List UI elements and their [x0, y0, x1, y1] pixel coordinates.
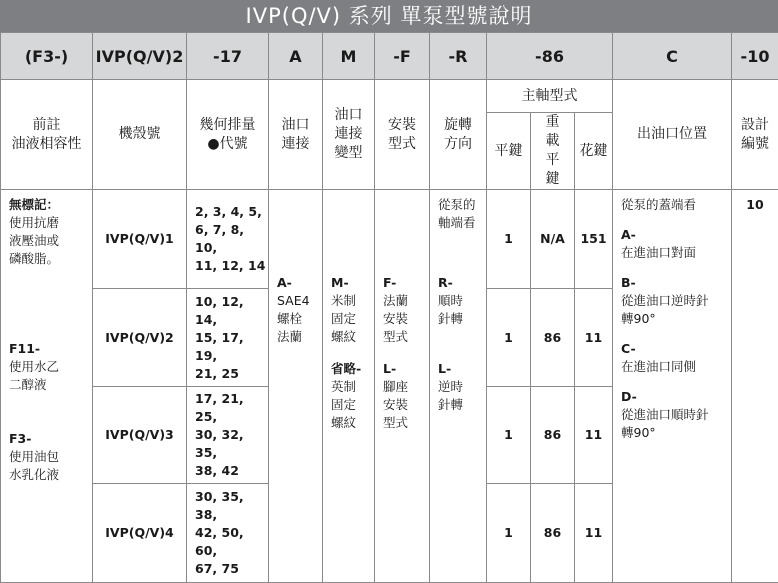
shaft-heavy-key: 重載平鍵: [531, 113, 575, 190]
code-note: (F3-): [1, 33, 93, 80]
outlet-cell: 從泵的蓋端看 A- 在進油口對面 B- 從進油口逆時針 轉90° C- 在進油口同側 D- 從進油口順時針 轉90°: [613, 190, 732, 583]
header-port-variant: 油口 連接 變型: [323, 80, 375, 190]
code-port-variant: M: [323, 33, 375, 80]
code-rotation: -R: [430, 33, 487, 80]
header-housing: 機殼號: [93, 80, 187, 190]
design-cell: 10: [732, 190, 778, 583]
code-outlet: C: [613, 33, 732, 80]
housing-cell: IVP(Q/V)4: [93, 484, 187, 583]
header-rotation: 旋轉 方向: [430, 80, 487, 190]
rotation-cell: 從泵的 軸端看 R- 順時 針轉 L- 逆時 針轉: [430, 190, 487, 583]
shaft-heavy-key-value: 86: [531, 484, 575, 583]
shaft-key-value: 1: [487, 387, 531, 484]
housing-cell: IVP(Q/V)1: [93, 190, 187, 289]
displacement-cell: 2, 3, 4, 5, 6, 7, 8, 10, 11, 12, 14: [187, 190, 269, 289]
code-shaft: -86: [487, 33, 613, 80]
code-housing: IVP(Q/V)2: [93, 33, 187, 80]
header-displacement: 幾何排量 ●代號: [187, 80, 269, 190]
table-row: [1, 190, 778, 289]
mount-cell: F- 法蘭 安裝 型式 L- 腳座 安裝 型式: [375, 190, 430, 583]
header-mount: 安裝 型式: [375, 80, 430, 190]
displacement-cell: 30, 35, 38, 42, 50, 60, 67, 75: [187, 484, 269, 583]
code-displacement: -17: [187, 33, 269, 80]
shaft-heavy-key-value: N/A: [531, 190, 575, 289]
model-code-table: [0, 32, 778, 583]
header-outlet: 出油口位置: [613, 80, 732, 190]
header-row: [1, 80, 778, 113]
code-design: -10: [732, 33, 778, 80]
shaft-key-value: 1: [487, 289, 531, 387]
displacement-cell: 10, 12, 14, 15, 17, 19, 21, 25: [187, 289, 269, 387]
header-port: 油口 連接: [269, 80, 323, 190]
shaft-spline-value: 11: [575, 484, 613, 583]
shaft-spline: 花鍵: [575, 113, 613, 190]
housing-cell: IVP(Q/V)2: [93, 289, 187, 387]
shaft-spline-value: 151: [575, 190, 613, 289]
housing-cell: IVP(Q/V)3: [93, 387, 187, 484]
shaft-key-value: 1: [487, 190, 531, 289]
shaft-spline-value: 11: [575, 289, 613, 387]
shaft-heavy-key-value: 86: [531, 387, 575, 484]
code-row: [1, 33, 778, 80]
shaft-key: 平鍵: [487, 113, 531, 190]
shaft-key-value: 1: [487, 484, 531, 583]
port-variant-cell: M- 米制 固定 螺紋 省略- 英制 固定 螺紋: [323, 190, 375, 583]
code-port: A: [269, 33, 323, 80]
displacement-cell: 17, 21, 25, 30, 32, 35, 38, 42: [187, 387, 269, 484]
page-title: IVP(Q/V) 系列 單泵型號說明: [0, 0, 778, 32]
port-cell: A- SAE4 螺栓 法蘭: [269, 190, 323, 583]
shaft-spline-value: 11: [575, 387, 613, 484]
header-shaft: 主軸型式: [487, 80, 613, 113]
code-mount: -F: [375, 33, 430, 80]
header-design: 設計 編號: [732, 80, 778, 190]
header-note: 前註 油液相容性: [1, 80, 93, 190]
shaft-heavy-key-value: 86: [531, 289, 575, 387]
note-cell: 無標記： 使用抗磨 液壓油或 磷酸脂。 F11- 使用水乙 二醇液 F3- 使用油包 水乳化液: [1, 190, 93, 583]
